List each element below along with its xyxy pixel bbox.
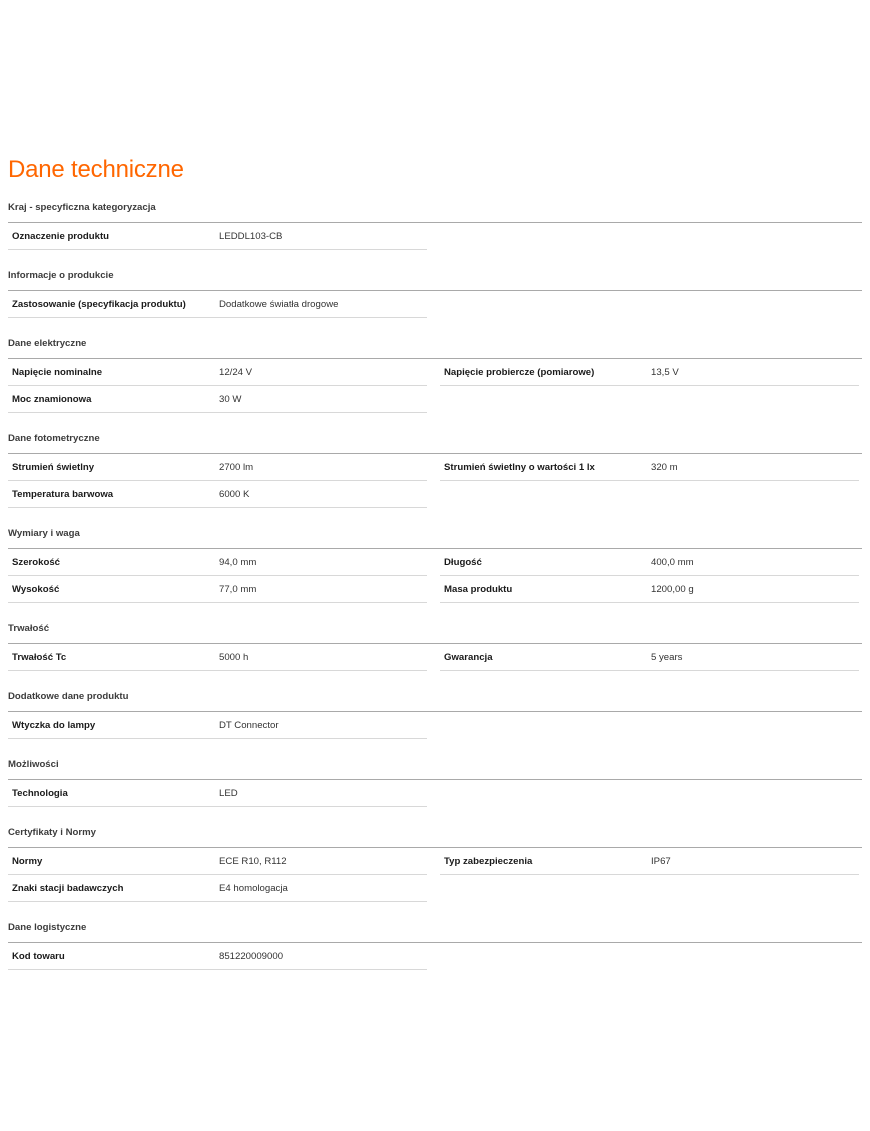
spec-label: Kod towaru <box>12 951 65 962</box>
table-row <box>0 875 870 902</box>
section-heading: Dane elektryczne <box>8 332 862 359</box>
spec-label: Gwarancja <box>444 652 493 663</box>
spec-label: Zastosowanie (specyfikacja produktu) <box>12 299 186 310</box>
spec-label: Technologia <box>12 788 68 799</box>
spec-cell <box>8 386 427 413</box>
spec-value: 851220009000 <box>219 951 284 962</box>
section-heading: Trwałość <box>8 617 862 644</box>
spec-label: Wtyczka do lampy <box>12 720 96 731</box>
spec-cell <box>8 454 427 481</box>
spec-cell <box>8 875 427 902</box>
table-row <box>0 848 870 875</box>
spec-label: Strumień świetlny o wartości 1 lx <box>444 462 595 473</box>
spec-cell <box>440 454 859 481</box>
spec-cell <box>8 576 427 603</box>
spec-value: 5 years <box>651 652 683 663</box>
spec-table <box>0 943 870 970</box>
spec-cell <box>8 291 427 318</box>
table-row <box>0 481 870 508</box>
spec-cell <box>8 780 427 807</box>
section-spacer <box>0 902 870 916</box>
table-row <box>0 386 870 413</box>
section-heading: Dane fotometryczne <box>8 427 862 454</box>
spec-cell <box>8 848 427 875</box>
spec-value: 94,0 mm <box>219 557 257 568</box>
spec-label: Strumień świetlny <box>12 462 95 473</box>
spec-label: Typ zabezpieczenia <box>444 856 533 867</box>
spec-table <box>0 549 870 603</box>
spec-label: Znaki stacji badawczych <box>12 883 124 894</box>
table-row <box>0 576 870 603</box>
spec-table <box>0 291 870 318</box>
spec-cell <box>440 576 859 603</box>
spec-value: 13,5 V <box>651 367 679 378</box>
table-row <box>0 943 870 970</box>
spec-label: Napięcie probiercze (pomiarowe) <box>444 367 595 378</box>
page-title: Dane techniczne <box>8 156 184 183</box>
section-spacer <box>0 671 870 685</box>
spec-value: 400,0 mm <box>651 557 694 568</box>
spec-cell <box>440 359 859 386</box>
spec-label: Normy <box>12 856 43 867</box>
section-heading: Wymiary i waga <box>8 522 862 549</box>
table-row <box>0 359 870 386</box>
spec-label: Moc znamionowa <box>12 394 92 405</box>
section-heading: Informacje o produkcie <box>8 264 862 291</box>
spec-table <box>0 359 870 413</box>
spec-value: 2700 lm <box>219 462 254 473</box>
spec-table <box>0 454 870 508</box>
spec-value: 1200,00 g <box>651 584 694 595</box>
section-spacer <box>0 739 870 753</box>
spec-label: Szerokość <box>12 557 60 568</box>
spec-value: 30 W <box>219 394 242 405</box>
table-row <box>0 223 870 250</box>
section-spacer <box>0 508 870 522</box>
spec-sections <box>0 196 870 984</box>
spec-label: Temperatura barwowa <box>12 489 114 500</box>
spec-label: Trwałość Tc <box>12 652 67 663</box>
spec-value: ECE R10, R112 <box>219 856 287 867</box>
spec-cell <box>440 644 859 671</box>
spec-cell <box>8 223 427 250</box>
section-heading: Kraj - specyficzna kategoryzacja <box>8 196 862 223</box>
spec-value: LEDDL103-CB <box>219 231 283 242</box>
spec-table <box>0 712 870 739</box>
spec-cell <box>8 359 427 386</box>
spec-table <box>0 223 870 250</box>
section-spacer <box>0 970 870 984</box>
table-row <box>0 644 870 671</box>
spec-value: IP67 <box>651 856 671 867</box>
spec-label: Długość <box>444 557 482 568</box>
spec-value: DT Connector <box>219 720 279 731</box>
section-spacer <box>0 807 870 821</box>
spec-cell <box>8 644 427 671</box>
spec-value: LED <box>219 788 238 799</box>
spec-value: 12/24 V <box>219 367 253 378</box>
spec-cell <box>8 481 427 508</box>
spec-value: E4 homologacja <box>219 883 288 894</box>
spec-table <box>0 780 870 807</box>
spec-cell <box>8 712 427 739</box>
spec-table <box>0 644 870 671</box>
table-row <box>0 780 870 807</box>
section-heading: Certyfikaty i Normy <box>8 821 862 848</box>
spec-cell <box>8 549 427 576</box>
spec-value: 6000 K <box>219 489 250 500</box>
spec-label: Oznaczenie produktu <box>12 231 110 242</box>
spec-label: Wysokość <box>12 584 60 595</box>
spec-value: Dodatkowe światła drogowe <box>219 299 339 310</box>
spec-cell <box>8 943 427 970</box>
section-spacer <box>0 318 870 332</box>
spec-cell <box>440 848 859 875</box>
section-heading: Dodatkowe dane produktu <box>8 685 862 712</box>
section-spacer <box>0 603 870 617</box>
table-row <box>0 291 870 318</box>
spec-table <box>0 848 870 902</box>
spec-cell <box>440 549 859 576</box>
section-spacer <box>0 250 870 264</box>
spec-value: 5000 h <box>219 652 249 663</box>
spec-value: 77,0 mm <box>219 584 257 595</box>
table-row <box>0 549 870 576</box>
section-heading: Dane logistyczne <box>8 916 862 943</box>
spec-label: Napięcie nominalne <box>12 367 103 378</box>
table-row <box>0 454 870 481</box>
table-row <box>0 712 870 739</box>
section-spacer <box>0 413 870 427</box>
spec-label: Masa produktu <box>444 584 513 595</box>
spec-value: 320 m <box>651 462 678 473</box>
section-heading: Możliwości <box>8 753 862 780</box>
